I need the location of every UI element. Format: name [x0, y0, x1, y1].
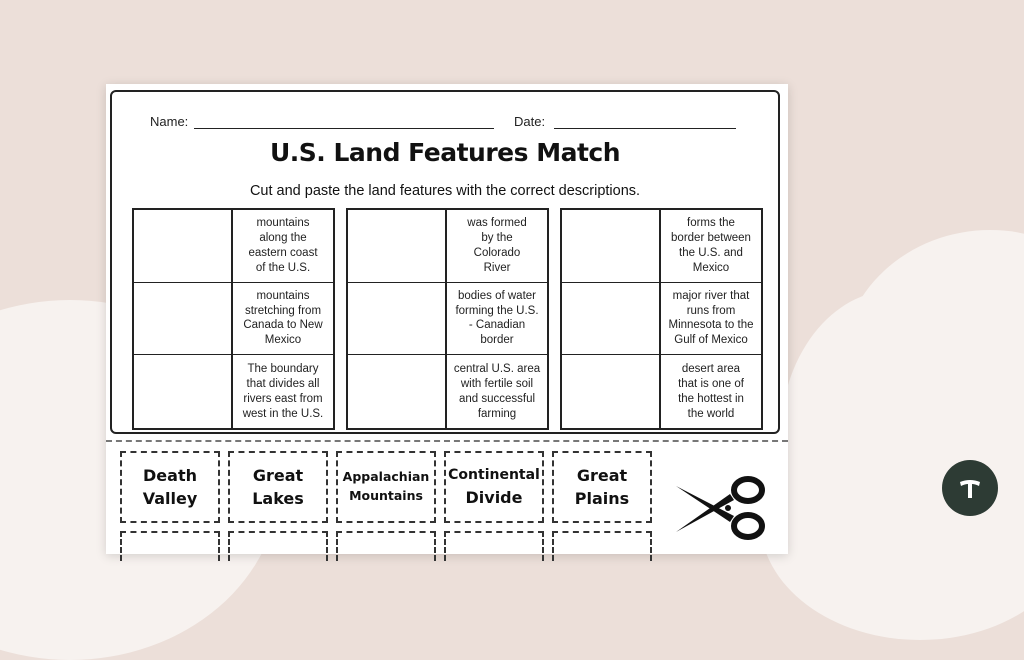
name-date-row [150, 112, 740, 132]
date-line [554, 128, 736, 129]
description-cell [661, 283, 761, 356]
desc-line: Minnesota to the [668, 319, 754, 332]
desc-line: eastern coast [248, 246, 318, 259]
cut-card-appalachian-mountains [336, 451, 436, 523]
desc-line: and successful [458, 392, 536, 405]
match-grid-2 [346, 208, 549, 430]
worksheet-preview [106, 84, 788, 554]
desc-line: with fertile soil [460, 377, 534, 390]
cut-card-continental-divide [444, 451, 544, 523]
name-line [194, 128, 494, 129]
description-cell [233, 210, 333, 283]
cut-card-great-lakes [228, 451, 328, 523]
desc-line: Colorado [473, 246, 521, 259]
logo-glyph-icon [955, 473, 985, 503]
desc-line: Gulf of Mexico [674, 334, 748, 347]
card-line: Great [576, 465, 628, 485]
desc-line: The boundary [247, 362, 319, 375]
description-cell [447, 355, 547, 428]
description-cell [661, 355, 761, 428]
desc-line: rivers east from [243, 392, 323, 405]
cut-line [106, 440, 788, 442]
card-line: Plains [574, 489, 630, 508]
teach-starter-logo-icon[interactable] [942, 460, 998, 516]
desc-line: along the [259, 231, 307, 244]
paste-box [562, 283, 661, 356]
card-line: Great [252, 465, 304, 485]
paste-box [348, 283, 447, 356]
desc-line: the U.S. and [679, 246, 743, 259]
card-line: Continental [448, 467, 540, 484]
desc-line: forms the [687, 216, 735, 229]
desc-line: by the [481, 231, 513, 244]
worksheet-title: U.S. Land Features Match [269, 138, 621, 167]
desc-line: border [480, 334, 514, 347]
desc-line: major river that [672, 289, 750, 302]
desc-line: mountains [256, 216, 310, 229]
scissors-icon [672, 472, 772, 542]
desc-line: west in the U.S. [242, 407, 324, 420]
desc-line: border between [671, 231, 751, 244]
paste-box [562, 210, 661, 283]
desc-line: of the U.S. [255, 261, 311, 274]
desc-line: farming [477, 407, 517, 420]
desc-line: that divides all [246, 377, 320, 390]
name-label: Name: [150, 114, 189, 129]
description-cell [447, 283, 547, 356]
description-cell [233, 283, 333, 356]
desc-line: the world [687, 407, 735, 420]
desc-line: runs from [686, 304, 736, 317]
description-cell [447, 210, 547, 283]
paste-box [348, 210, 447, 283]
desc-line: Canada to New [243, 319, 323, 332]
description-cell [233, 355, 333, 428]
desc-line: stretching from [244, 304, 322, 317]
card-line: Mountains [349, 488, 423, 503]
paste-box [134, 210, 233, 283]
worksheet-instructions: Cut and paste the land features with the correct descriptions. [249, 183, 641, 199]
paste-box [134, 355, 233, 428]
worksheet-frame [110, 90, 780, 434]
card-line: Lakes [252, 489, 304, 508]
desc-line: that is one of [678, 377, 744, 390]
paste-box [134, 283, 233, 356]
paste-box [562, 355, 661, 428]
cut-card-great-plains [552, 451, 652, 523]
desc-line: central U.S. area [453, 362, 541, 375]
desc-line: desert area [681, 362, 741, 375]
description-cell [661, 210, 761, 283]
date-label: Date: [514, 114, 546, 129]
desc-line: the hottest in [678, 392, 744, 405]
card-line: Valley [142, 489, 198, 508]
desc-line: was formed [467, 216, 527, 229]
card-line: Divide [465, 487, 523, 507]
match-grid-1 [132, 208, 335, 430]
paste-box [348, 355, 447, 428]
card-line: Appalachian [342, 469, 430, 485]
match-grid-3 [560, 208, 763, 430]
cut-card-death-valley [120, 451, 220, 523]
desc-line: Mexico [692, 261, 730, 274]
desc-line: bodies of water [458, 289, 536, 302]
desc-line: Mexico [264, 334, 302, 347]
desc-line: River [483, 261, 511, 274]
card-line: Death [143, 465, 197, 485]
desc-line: mountains [256, 289, 310, 302]
desc-line: forming the U.S. [455, 304, 539, 317]
desc-line: - Canadian [468, 319, 526, 332]
